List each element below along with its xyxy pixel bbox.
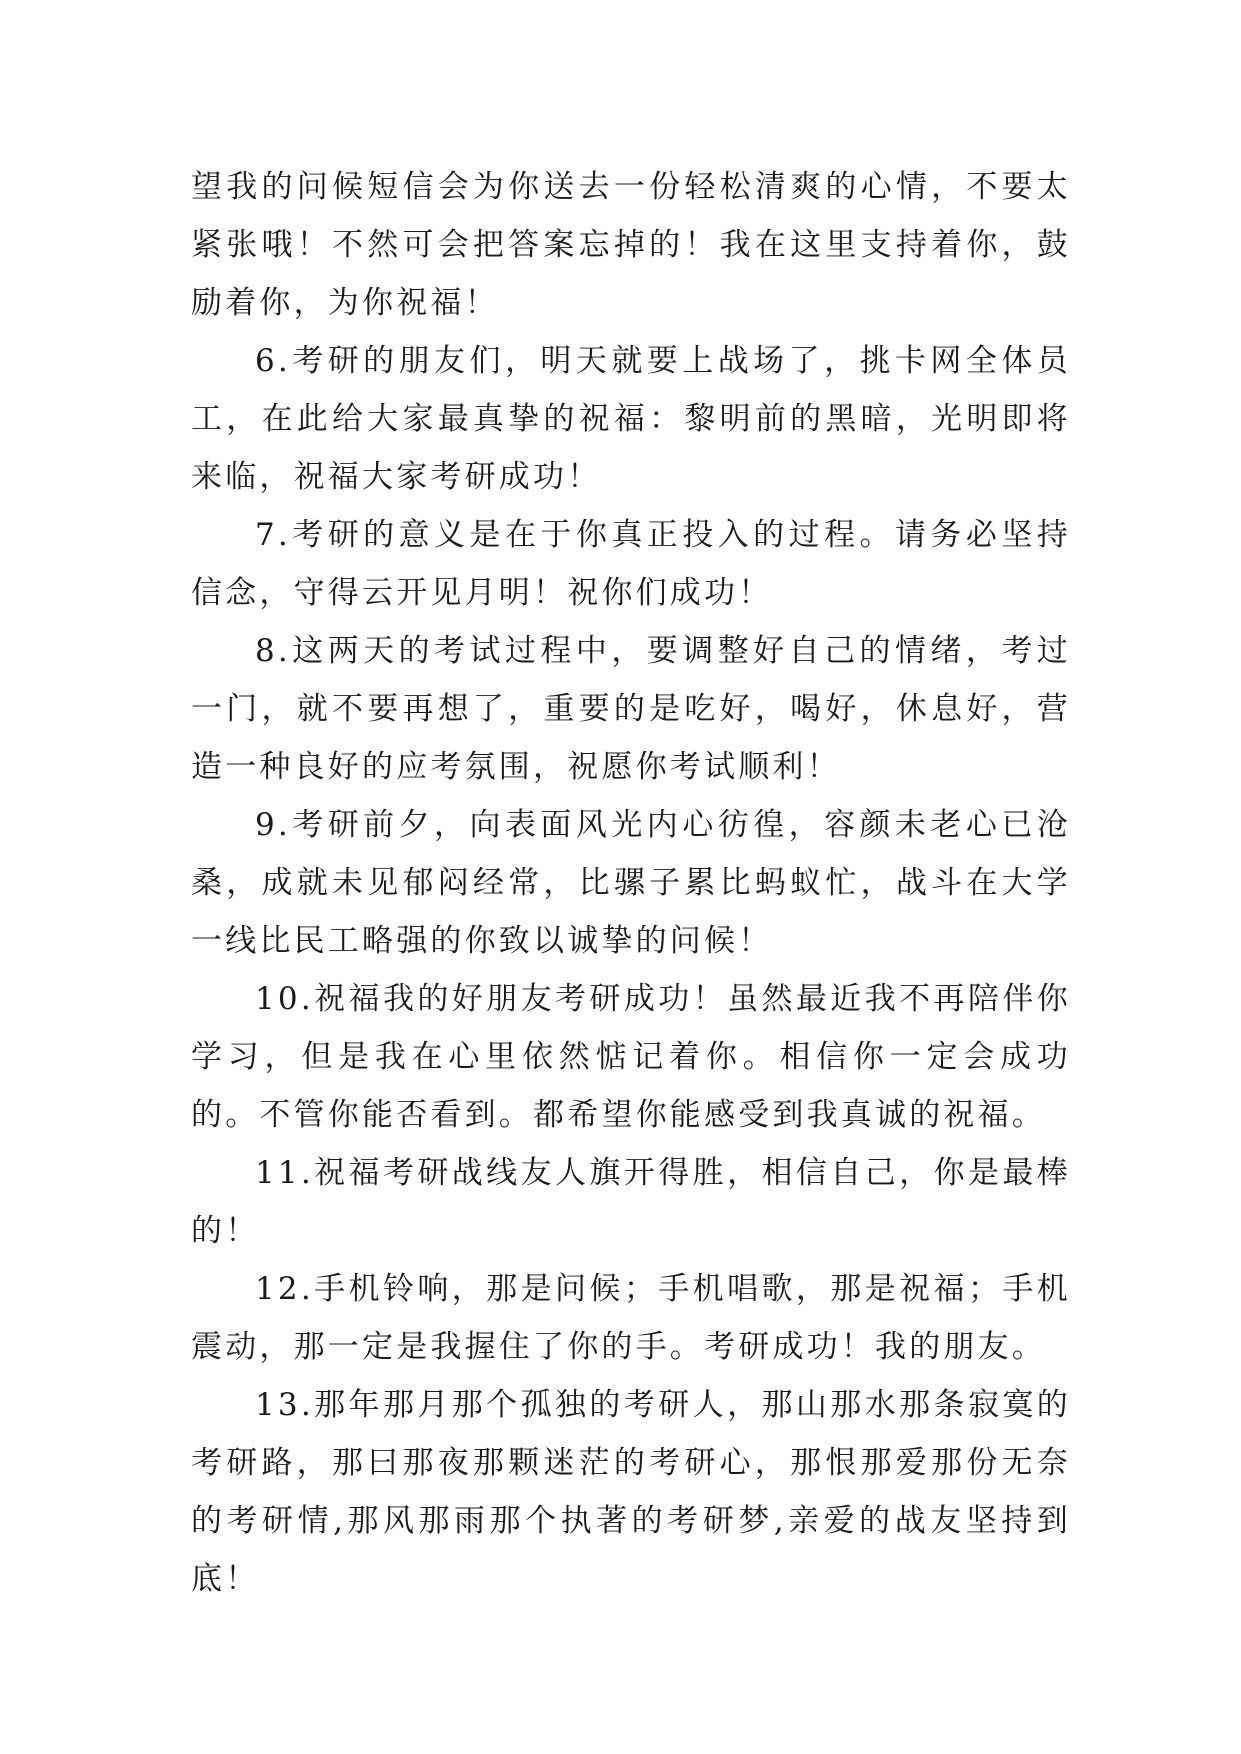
paragraph-item-11: 11.祝福考研战线友人旗开得胜，相信自己，你是最棒的！ [191,1155,1071,1249]
paragraph-item-8: 8.这两天的考试过程中，要调整好自己的情绪，考过一门，就不要再想了，重要的是吃好，喝好，休息好，营造一种良好的应考氛围，祝愿你考试顺利！ [191,633,1071,785]
paragraph-item-10: 10.祝福我的好朋友考研成功！虽然最近我不再陪伴你学习，但是我在心里依然惦记着你。相信你一定会成功的。不管你能否看到。都希望你能感受到我真诚的祝福。 [191,981,1071,1133]
document-page [191,158,1071,1608]
paragraph-continuation: 望我的问候短信会为你送去一份轻松清爽的心情，不要太紧张哦！不然可会把答案忘掉的！我在这里支持着你，鼓励着你，为你祝福！ [191,169,1071,321]
paragraph-item-9: 9.考研前夕，向表面风光内心彷徨，容颜未老心已沧桑，成就未见郁闷经常，比骡子累比蚂蚁忙，战斗在大学一线比民工略强的你致以诚挚的问候！ [191,807,1071,959]
paragraph-item-13: 13.那年那月那个孤独的考研人，那山那水那条寂寞的考研路，那曰那夜那颗迷茫的考研心，那恨那爱那份无奈的考研情,那风那雨那个执著的考研梦,亲爱的战友坚持到底！ [191,1387,1071,1597]
paragraph-item-6: 6.考研的朋友们，明天就要上战场了，挑卡网全体员工，在此给大家最真挚的祝福：黎明前的黑暗，光明即将来临，祝福大家考研成功！ [191,343,1071,495]
paragraph-item-12: 12.手机铃响，那是问候；手机唱歌，那是祝福；手机震动，那一定是我握住了你的手。考研成功！我的朋友。 [191,1271,1071,1365]
paragraph-item-7: 7.考研的意义是在于你真正投入的过程。请务必坚持信念，守得云开见月明！祝你们成功！ [191,517,1071,611]
